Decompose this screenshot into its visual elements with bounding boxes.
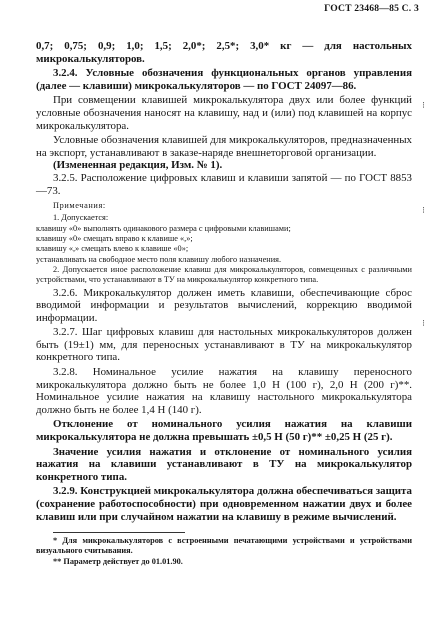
amendment-note: (Измененная редакция, Изм. № 1).: [53, 159, 223, 172]
section-3-2-4: 3.2.4. Условные обозначения функциональных органов управления (далее — клавиши) микрокалькуляторов — по ГОСТ 24097—86.: [36, 67, 412, 92]
note-1a: клавишу «0» выполнять одинакового размера с цифровыми клавишами;: [36, 223, 291, 233]
margin-mark: ⁝: [422, 100, 425, 110]
section-3-2-6: 3.2.6. Микрокалькулятор должен иметь клавиши, обеспечивающие сброс вводимой информации и результатов вычислений, коррекцию вводимой информации.: [36, 286, 412, 324]
paragraph-deviation: Отклонение от номинального усилия нажатия на клавиши микрокалькулятора не должна превышать ±0,5 Н (50 г)** ±0,25 Н (25 г).: [36, 418, 412, 444]
footnote-divider: [53, 532, 185, 533]
paragraph-mass: 0,7; 0,75; 0,9; 1,0; 1,5; 2,0*; 2,5*; 3,0* кг — для настольных микрокалькуляторов.: [36, 40, 412, 65]
note-1: 1. Допускается:: [53, 213, 109, 223]
note-1d: устанавливать на свободное место поля клавишу любого назначения.: [36, 254, 282, 264]
section-3-2-8: 3.2.8. Номинальное усилие нажатия на клавишу переносного микрокалькулятора должно быть не более 1,0 Н (100 г), 2,0 Н (200 г)**. Номинальное усилие нажатия на клавишу настольного микрокалькулятора должно быть не более 1,4 Н (140 г).: [36, 366, 412, 416]
document-body: [36, 40, 412, 567]
margin-mark: ⁝: [422, 318, 425, 328]
section-3-2-5: 3.2.5. Расположение цифровых клавиш и клавиши запятой — по ГОСТ 8853—73.: [36, 171, 412, 197]
section-3-2-9: 3.2.9. Конструкцией микрокалькулятора должна обеспечиваться защита (сохранение работоспособности) при одновременном нажатии двух и более клавиш или при случайном нажатии на клавишу в режиме вычислений.: [36, 485, 412, 523]
margin-mark: ⁝: [422, 205, 425, 215]
note-1b: клавишу «0» смещать вправо к клавише «,»;: [36, 234, 193, 244]
notes-block: [36, 201, 412, 285]
footnote-1: * Для микрокалькуляторов с встроенными печатающими устройствами и устройствами визуального считывания.: [36, 536, 412, 556]
paragraph-force-value: Значение усилия нажатия и отклонение от номинального усилия нажатия на клавиши устанавливают в ТУ на микрокалькулятор конкретного типа.: [36, 445, 412, 483]
notes-heading: Примечания:: [53, 201, 106, 211]
footnote-2: ** Параметр действует до 01.01.90.: [53, 556, 183, 566]
section-3-2-7: 3.2.7. Шаг цифровых клавиш для настольных микрокалькуляторов должен быть (19±1) мм, для переносных устанавливают в ТУ на микрокалькулятор конкретного типа.: [36, 326, 412, 364]
paragraph-export-symbols: Условные обозначения клавишей для микрокалькуляторов, предназначенных на экспорт, устанавливают в заказе-наряде внешнеторговой организации.: [36, 134, 412, 159]
note-2: 2. Допускается иное расположение клавиш для микрокалькуляторов, совмещенных с различными устройствами, что устанавливают в ТУ на микрокалькулятор конкретного типа.: [36, 264, 412, 285]
page-header: ГОСТ 23468—85 С. 3: [324, 3, 419, 14]
note-1c: клавишу «,» смещать влево к клавише «0»;: [36, 244, 189, 254]
footnotes: [36, 536, 412, 567]
paragraph-combined-keys: При совмещении клавишей микрокалькулятора двух или более функций условные обозначения наносят на клавишу, над и (или) под клавишей на корпус микрокалькулятора.: [36, 94, 412, 132]
